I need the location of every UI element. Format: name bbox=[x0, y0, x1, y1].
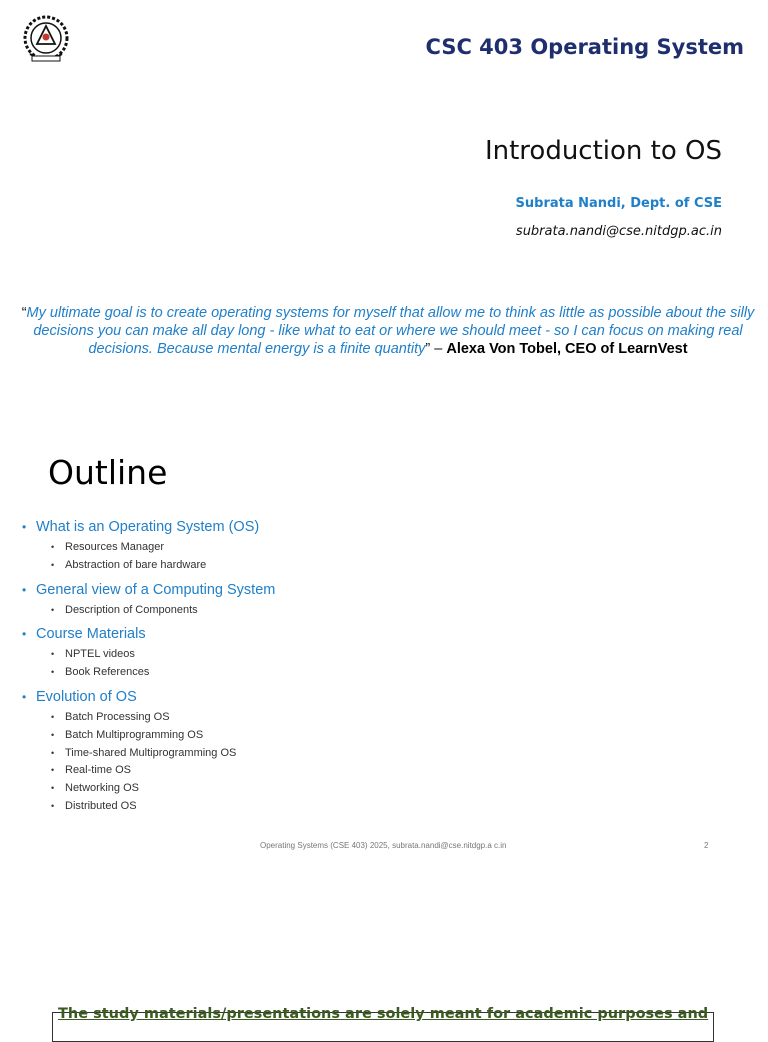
outline-subitem bbox=[36, 709, 442, 727]
outline-subitem-label: Batch Processing OS bbox=[65, 710, 170, 723]
bullet-icon: • bbox=[22, 582, 27, 597]
quote-open-mark: “ bbox=[21, 305, 27, 321]
sub-bullet-icon: • bbox=[51, 604, 55, 615]
outline-item-label: Course Materials bbox=[36, 626, 146, 643]
outline-item bbox=[22, 688, 442, 816]
quote-close-mark: ” – bbox=[425, 341, 447, 357]
sub-bullet-icon: • bbox=[51, 542, 55, 552]
outline-subitem-label: Book References bbox=[65, 666, 150, 679]
outline-subitem-label: Time-shared Multiprogramming OS bbox=[65, 746, 237, 759]
sub-bullet-icon: • bbox=[51, 783, 55, 794]
quote-text: My ultimate goal is to create operating systems for myself that allow me to think as little as possible about the silly decisions you can make all day long - like what to eat or where we should meet - so I can focus on making real decisions. Because mental energy is a finite quantity bbox=[26, 305, 755, 357]
disclaimer-text: The study materials/presentations are solely meant for academic purposes and bbox=[58, 1006, 709, 1022]
outline-subitem bbox=[36, 727, 442, 745]
outline-subitem-label: Networking OS bbox=[65, 782, 139, 795]
bullet-icon: • bbox=[22, 689, 27, 704]
outline-item-label: What is an Operating System (OS) bbox=[36, 519, 260, 535]
outline-sublist bbox=[36, 646, 442, 682]
outline-title: Outline bbox=[48, 453, 168, 492]
outline-list bbox=[22, 518, 442, 816]
quote-block bbox=[18, 304, 758, 358]
outline-item bbox=[22, 518, 442, 575]
institute-seal-logo bbox=[20, 12, 72, 64]
outline-subitem-label: Real-time OS bbox=[65, 764, 132, 777]
outline-subitem-label: Distributed OS bbox=[65, 799, 137, 812]
outline-subitem bbox=[36, 539, 442, 557]
slide-title: Introduction to OS bbox=[484, 136, 722, 166]
outline-subitem bbox=[36, 557, 442, 575]
outline-sublist bbox=[36, 709, 442, 816]
outline-sublist bbox=[36, 539, 442, 575]
outline-subitem bbox=[36, 745, 442, 763]
outline-item bbox=[22, 581, 442, 620]
page-number: 2 bbox=[704, 841, 709, 850]
outline-item-label: General view of a Computing System bbox=[36, 581, 276, 598]
outline-subitem bbox=[36, 646, 442, 664]
outline-subitem-label: Abstraction of bare hardware bbox=[65, 558, 207, 571]
outline-subitem bbox=[36, 798, 442, 816]
sub-bullet-icon: • bbox=[51, 649, 55, 660]
outline-subitem bbox=[36, 780, 442, 798]
sub-bullet-icon: • bbox=[51, 667, 55, 678]
bullet-icon: • bbox=[22, 520, 27, 534]
author-email: subrata.nandi@cse.nitdgp.ac.in bbox=[515, 224, 722, 239]
outline-subitem bbox=[36, 762, 442, 780]
sub-bullet-icon: • bbox=[51, 559, 55, 570]
sub-bullet-icon: • bbox=[51, 729, 55, 740]
author-name: Subrata Nandi, Dept. of CSE bbox=[515, 196, 722, 211]
outline-subitem-label: Description of Components bbox=[65, 603, 198, 616]
quote-attribution: Alexa Von Tobel, CEO of LearnVest bbox=[446, 341, 688, 357]
outline-item-label: Evolution of OS bbox=[36, 688, 137, 705]
course-title: CSC 403 Operating System bbox=[425, 35, 744, 59]
outline-item bbox=[22, 625, 442, 682]
outline-subitem-label: NPTEL videos bbox=[65, 648, 135, 661]
outline-subitem bbox=[36, 602, 442, 620]
outline-sublist bbox=[36, 602, 442, 620]
sub-bullet-icon: • bbox=[51, 711, 55, 722]
sub-bullet-icon: • bbox=[51, 747, 55, 758]
bullet-icon: • bbox=[22, 627, 27, 642]
outline-subitem-label: Resources Manager bbox=[65, 541, 165, 553]
sub-bullet-icon: • bbox=[51, 765, 55, 776]
outline-subitem-label: Batch Multiprogramming OS bbox=[65, 728, 204, 741]
sub-bullet-icon: • bbox=[51, 800, 55, 811]
outline-subitem bbox=[36, 664, 442, 682]
slide-footer: Operating Systems (CSE 403) 2025, subrata.nandi@cse.nitdgp.a c.in bbox=[260, 841, 507, 850]
